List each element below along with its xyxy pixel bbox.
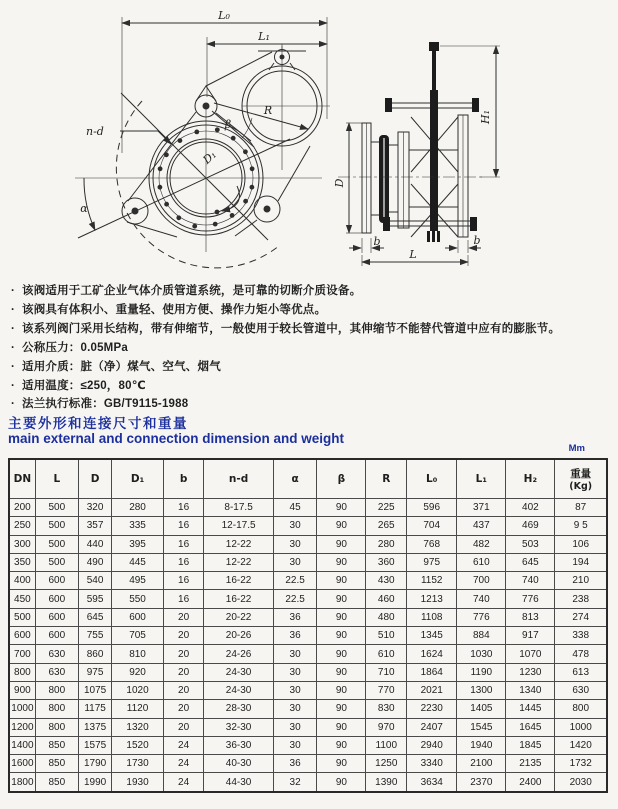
column-header-weight: 重量 (Kg) — [555, 459, 607, 499]
cell: 30 — [273, 736, 317, 754]
cell: 44-30 — [204, 773, 273, 792]
cell: 645 — [506, 553, 555, 571]
column-header: L₁ — [457, 459, 506, 499]
cell: 1152 — [407, 572, 457, 590]
dim-label-l: L — [409, 248, 417, 261]
column-header: D — [78, 459, 111, 499]
cell: 1250 — [366, 755, 407, 773]
column-header: b — [163, 459, 204, 499]
bullet-dot: · — [10, 285, 16, 297]
column-header: α — [273, 459, 317, 499]
cell: 30 — [273, 681, 317, 699]
table-row — [9, 627, 607, 645]
cell: 16 — [163, 499, 204, 517]
cell: 90 — [317, 535, 366, 553]
cell: 90 — [317, 590, 366, 608]
table-row — [9, 663, 607, 681]
cell: 2100 — [457, 755, 506, 773]
cell: 800 — [35, 700, 78, 718]
cell: 250 — [9, 517, 35, 535]
cell: 90 — [317, 773, 366, 792]
cell: 500 — [35, 517, 78, 535]
table-row — [9, 517, 607, 535]
cell: 776 — [457, 608, 506, 626]
cell: 970 — [366, 718, 407, 736]
cell: 600 — [35, 590, 78, 608]
cell: 884 — [457, 627, 506, 645]
cell: 371 — [457, 499, 506, 517]
cell: 495 — [112, 572, 163, 590]
cell: 1320 — [112, 718, 163, 736]
valve-technical-drawing — [0, 0, 618, 272]
side-view — [333, 42, 500, 266]
cell: 860 — [78, 645, 111, 663]
cell: 90 — [317, 755, 366, 773]
cell: 1345 — [407, 627, 457, 645]
cell: 1520 — [112, 736, 163, 754]
cell: 850 — [35, 736, 78, 754]
cell: 24 — [163, 736, 204, 754]
cell: 920 — [112, 663, 163, 681]
cell: 24 — [163, 773, 204, 792]
cell: 1732 — [555, 755, 607, 773]
bullet-dot: · — [10, 303, 16, 316]
cell: 613 — [555, 663, 607, 681]
cell: 3634 — [407, 773, 457, 792]
cell: 22.5 — [273, 572, 317, 590]
cell: 357 — [78, 517, 111, 535]
cell: 1000 — [555, 718, 607, 736]
cell: 1624 — [407, 645, 457, 663]
cell: 1420 — [555, 736, 607, 754]
cell: 36 — [273, 627, 317, 645]
section-title-zh: 主要外形和连接尺寸和重量 — [8, 416, 188, 431]
cell: 90 — [317, 517, 366, 535]
cell: 1575 — [78, 736, 111, 754]
cell: 335 — [112, 517, 163, 535]
cell: 45 — [273, 499, 317, 517]
cell: 1545 — [457, 718, 506, 736]
table-row — [9, 700, 607, 718]
table-row — [9, 535, 607, 553]
bullet-dot: · — [10, 322, 16, 335]
cell: 500 — [35, 499, 78, 517]
cell: 28-30 — [204, 700, 273, 718]
cell: 700 — [457, 572, 506, 590]
table-row — [9, 608, 607, 626]
cell: 90 — [317, 608, 366, 626]
cell: 300 — [9, 535, 35, 553]
cell: 550 — [112, 590, 163, 608]
cell: 200 — [9, 499, 35, 517]
cell: 30 — [273, 663, 317, 681]
cell: 1300 — [457, 681, 506, 699]
cell: 469 — [506, 517, 555, 535]
cell: 12-22 — [204, 535, 273, 553]
cell: 32-30 — [204, 718, 273, 736]
cell: 1730 — [112, 755, 163, 773]
cell: 600 — [9, 627, 35, 645]
note-line — [8, 301, 614, 320]
cell: 30 — [273, 718, 317, 736]
cell: 917 — [506, 627, 555, 645]
cell: 20 — [163, 681, 204, 699]
dim-label-alpha: α — [80, 202, 88, 215]
cell: 3340 — [407, 755, 457, 773]
dim-label-d1: D₁ — [200, 148, 219, 167]
unit-label: Mm — [568, 443, 585, 454]
cell: 20 — [163, 700, 204, 718]
note-text: 法兰执行标准：GB/T9115-1988 — [22, 398, 189, 411]
cell: 9 5 — [555, 517, 607, 535]
dim-label-b-left: b — [373, 235, 381, 248]
column-header: R — [366, 459, 407, 499]
cell: 800 — [9, 663, 35, 681]
cell: 210 — [555, 572, 607, 590]
cell: 20-26 — [204, 627, 273, 645]
cell: 36-30 — [204, 736, 273, 754]
cell: 338 — [555, 627, 607, 645]
table-row — [9, 718, 607, 736]
cell: 596 — [407, 499, 457, 517]
cell: 1020 — [112, 681, 163, 699]
cell: 20-22 — [204, 608, 273, 626]
cell: 1070 — [506, 645, 555, 663]
cell: 478 — [555, 645, 607, 663]
cell: 1100 — [366, 736, 407, 754]
cell: 16 — [163, 553, 204, 571]
cell: 740 — [457, 590, 506, 608]
cell: 1030 — [457, 645, 506, 663]
cell: 225 — [366, 499, 407, 517]
cell: 1375 — [78, 718, 111, 736]
cell: 630 — [35, 645, 78, 663]
cell: 500 — [9, 608, 35, 626]
cell: 1340 — [506, 681, 555, 699]
cell: 24 — [163, 755, 204, 773]
dimensions-table — [8, 458, 608, 793]
dim-label-l0: L₀ — [218, 9, 230, 22]
cell: 440 — [78, 535, 111, 553]
cell: 705 — [112, 627, 163, 645]
cell: 30 — [273, 645, 317, 663]
cell: 800 — [35, 718, 78, 736]
cell: 1940 — [457, 736, 506, 754]
cell: 36 — [273, 608, 317, 626]
table-row — [9, 572, 607, 590]
cell: 1390 — [366, 773, 407, 792]
cell: 395 — [112, 535, 163, 553]
cell: 1600 — [9, 755, 35, 773]
section-title-en: main external and connection dimension and weight — [8, 431, 345, 446]
cell: 770 — [366, 681, 407, 699]
cell: 24-30 — [204, 681, 273, 699]
cell: 90 — [317, 553, 366, 571]
cell: 1120 — [112, 700, 163, 718]
cell: 12-17.5 — [204, 517, 273, 535]
cell: 900 — [9, 681, 35, 699]
cell: 1930 — [112, 773, 163, 792]
note-line — [8, 320, 614, 339]
cell: 1108 — [407, 608, 457, 626]
cell: 402 — [506, 499, 555, 517]
cell: 12-22 — [204, 553, 273, 571]
cell: 1990 — [78, 773, 111, 792]
cell: 30 — [273, 535, 317, 553]
cell: 1230 — [506, 663, 555, 681]
cell: 32 — [273, 773, 317, 792]
cell: 30 — [273, 553, 317, 571]
table-body — [9, 499, 607, 792]
column-header: H₂ — [506, 459, 555, 499]
cell: 1175 — [78, 700, 111, 718]
cell: 430 — [366, 572, 407, 590]
cell: 24-30 — [204, 663, 273, 681]
column-header: L₀ — [407, 459, 457, 499]
cell: 768 — [407, 535, 457, 553]
table-header-row — [9, 459, 607, 499]
note-text: 该系列阀门采用长结构，带有伸缩节，一般使用于较长管道中，其伸缩节不能替代管道中应有的膨胀节。 — [22, 322, 561, 335]
cell: 1200 — [9, 718, 35, 736]
section-heading — [8, 416, 344, 446]
cell: 610 — [366, 645, 407, 663]
note-line — [8, 358, 614, 377]
bullet-dot: · — [10, 379, 16, 392]
cell: 500 — [35, 553, 78, 571]
cell: 540 — [78, 572, 111, 590]
cell: 87 — [555, 499, 607, 517]
cell: 437 — [457, 517, 506, 535]
note-text: 公称压力：0.05MPa — [22, 341, 128, 354]
dim-label-b-right: b — [473, 234, 481, 247]
column-header: β — [317, 459, 366, 499]
cell: 194 — [555, 553, 607, 571]
dim-label-d: D — [333, 178, 346, 188]
dim-label-nd: n-d — [86, 125, 104, 138]
valve-stem — [430, 90, 438, 231]
cell: 30 — [273, 517, 317, 535]
cell: 600 — [35, 572, 78, 590]
cell: 90 — [317, 681, 366, 699]
bullet-dot: · — [10, 398, 16, 411]
cell: 90 — [317, 627, 366, 645]
cell: 20 — [163, 645, 204, 663]
cell: 700 — [9, 645, 35, 663]
cell: 90 — [317, 700, 366, 718]
cell: 16 — [163, 535, 204, 553]
cell: 90 — [317, 718, 366, 736]
cell: 813 — [506, 608, 555, 626]
cell: 445 — [112, 553, 163, 571]
note-text: 该阀具有体积小、重量轻、使用方便、操作力矩小等优点。 — [22, 303, 327, 316]
dim-label-beta: β — [224, 118, 232, 131]
cell: 274 — [555, 608, 607, 626]
cell: 710 — [366, 663, 407, 681]
cell: 740 — [506, 572, 555, 590]
dim-label-r: R — [263, 104, 273, 117]
cell: 1000 — [9, 700, 35, 718]
cell: 1790 — [78, 755, 111, 773]
cell: 16 — [163, 517, 204, 535]
cell: 2400 — [506, 773, 555, 792]
cell: 630 — [555, 681, 607, 699]
note-line — [8, 395, 614, 414]
table-row — [9, 553, 607, 571]
cell: 238 — [555, 590, 607, 608]
cell: 975 — [78, 663, 111, 681]
cell: 2407 — [407, 718, 457, 736]
table-row — [9, 499, 607, 517]
cell: 800 — [35, 681, 78, 699]
cell: 400 — [9, 572, 35, 590]
cell: 1800 — [9, 773, 35, 792]
table-row — [9, 773, 607, 792]
note-line — [8, 339, 614, 358]
cell: 2370 — [457, 773, 506, 792]
cell: 36 — [273, 755, 317, 773]
note-text: 该阀适用于工矿企业气体介质管道系统，是可靠的切断介质设备。 — [22, 285, 362, 297]
cell: 16 — [163, 572, 204, 590]
bullet-dot: · — [10, 341, 16, 354]
table-row — [9, 590, 607, 608]
cell: 90 — [317, 736, 366, 754]
cell: 8-17.5 — [204, 499, 273, 517]
cell: 30 — [273, 700, 317, 718]
cell: 450 — [9, 590, 35, 608]
cell: 90 — [317, 663, 366, 681]
cell: 850 — [35, 773, 78, 792]
cell: 20 — [163, 608, 204, 626]
dim-label-h1: H₁ — [479, 109, 492, 125]
cell: 1845 — [506, 736, 555, 754]
table-row — [9, 645, 607, 663]
cell: 16-22 — [204, 572, 273, 590]
cell: 595 — [78, 590, 111, 608]
cell: 503 — [506, 535, 555, 553]
cell: 800 — [555, 700, 607, 718]
note-text: 适用介质：脏（净）煤气、空气、烟气 — [22, 360, 221, 373]
cell: 1213 — [407, 590, 457, 608]
cell: 22.5 — [273, 590, 317, 608]
cell: 90 — [317, 572, 366, 590]
cell: 500 — [35, 535, 78, 553]
cell: 1075 — [78, 681, 111, 699]
front-view — [75, 9, 330, 268]
cell: 1445 — [506, 700, 555, 718]
table-row — [9, 681, 607, 699]
cell: 16-22 — [204, 590, 273, 608]
cell: 280 — [112, 499, 163, 517]
cell: 600 — [112, 608, 163, 626]
cell: 2940 — [407, 736, 457, 754]
cell: 2030 — [555, 773, 607, 792]
cell: 480 — [366, 608, 407, 626]
cell: 90 — [317, 499, 366, 517]
cell: 510 — [366, 627, 407, 645]
note-text: 适用温度：≤250，80℃ — [22, 379, 146, 392]
cell: 1190 — [457, 663, 506, 681]
column-header: DN — [9, 459, 35, 499]
cell: 2135 — [506, 755, 555, 773]
cell: 482 — [457, 535, 506, 553]
note-line — [8, 282, 614, 301]
cell: 265 — [366, 517, 407, 535]
cell: 2230 — [407, 700, 457, 718]
column-header: L — [35, 459, 78, 499]
cell: 90 — [317, 645, 366, 663]
cell: 600 — [35, 608, 78, 626]
cell: 24-26 — [204, 645, 273, 663]
cell: 106 — [555, 535, 607, 553]
cell: 20 — [163, 718, 204, 736]
cell: 975 — [407, 553, 457, 571]
cell: 610 — [457, 553, 506, 571]
cell: 20 — [163, 663, 204, 681]
cell: 350 — [9, 553, 35, 571]
cell: 360 — [366, 553, 407, 571]
cell: 645 — [78, 608, 111, 626]
bullet-dot: · — [10, 360, 16, 373]
cell: 280 — [366, 535, 407, 553]
note-line — [8, 377, 614, 396]
cell: 1405 — [457, 700, 506, 718]
table-row — [9, 755, 607, 773]
dim-label-l1: L₁ — [258, 30, 270, 43]
cell: 600 — [35, 627, 78, 645]
cell: 1400 — [9, 736, 35, 754]
notes-list — [8, 282, 614, 414]
cell: 704 — [407, 517, 457, 535]
cell: 490 — [78, 553, 111, 571]
column-header: n-d — [204, 459, 273, 499]
cell: 776 — [506, 590, 555, 608]
cell: 2021 — [407, 681, 457, 699]
cell: 850 — [35, 755, 78, 773]
cell: 1645 — [506, 718, 555, 736]
cell: 630 — [35, 663, 78, 681]
cell: 755 — [78, 627, 111, 645]
cell: 1864 — [407, 663, 457, 681]
cell: 16 — [163, 590, 204, 608]
column-header: D₁ — [112, 459, 163, 499]
table-row — [9, 736, 607, 754]
cell: 810 — [112, 645, 163, 663]
cell: 830 — [366, 700, 407, 718]
cell: 20 — [163, 627, 204, 645]
cell: 40-30 — [204, 755, 273, 773]
cell: 460 — [366, 590, 407, 608]
cell: 320 — [78, 499, 111, 517]
